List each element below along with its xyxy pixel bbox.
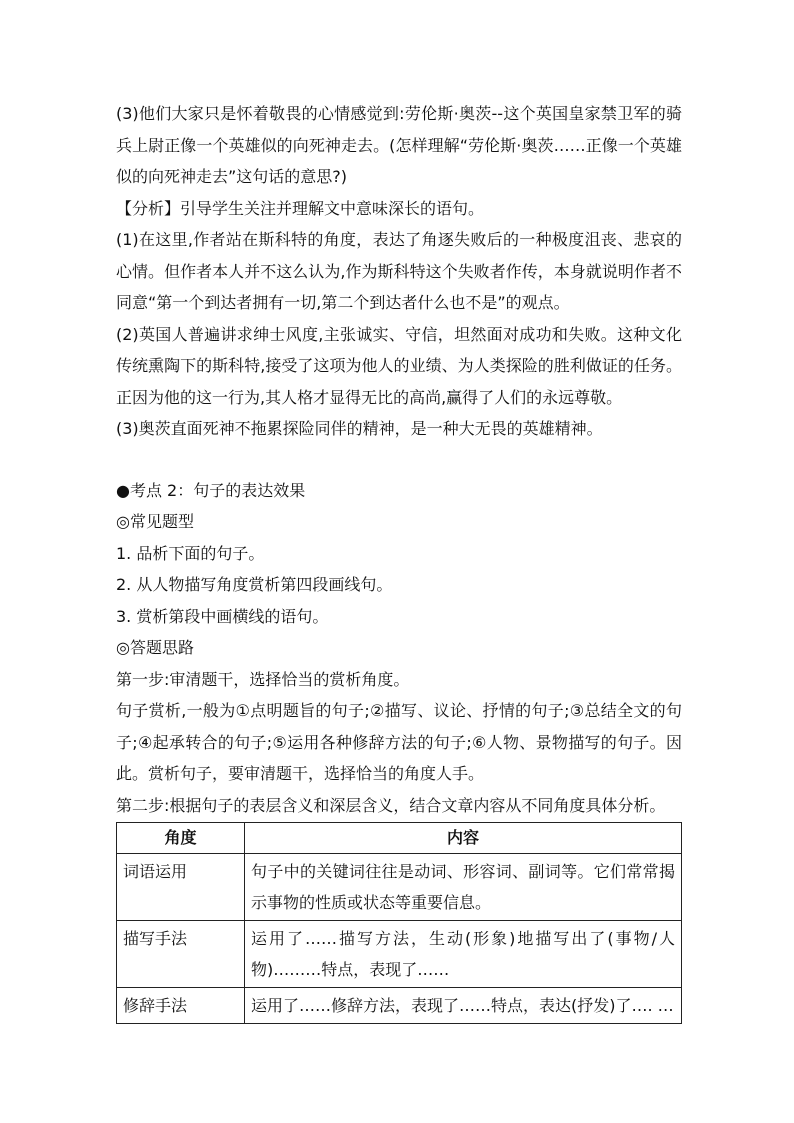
- paragraph-analysis-heading: 【分析】引导学生关注并理解文中意味深长的语句。: [116, 198, 485, 218]
- document-body: [116, 98, 682, 1024]
- table-row: [117, 988, 682, 1024]
- step-2: 第二步:根据句子的表层含义和深层含义，结合文章内容从不同角度具体分析。: [116, 795, 666, 815]
- paragraph-analysis-3: (3)奥茨直面死神不拖累探险同伴的精神，是一种大无畏的英雄精神。: [116, 419, 603, 438]
- paragraph-question-3: (3)他们大家只是怀着敬畏的心情感觉到:劳伦斯·奥茨--这个英国皇家禁卫军的骑兵上尉正像一个英雄似的向死神走去。(怎样理解“劳伦斯·奥茨……正像一个英雄似的向死神走去”这句话的意思?): [116, 104, 682, 186]
- table-cell-angle: 修辞手法: [117, 988, 245, 1024]
- table-header-angle: 角度: [117, 823, 245, 854]
- section-gap: [116, 445, 682, 475]
- table-cell-content: 运用了……描写方法，生动(形象)地描写出了(事物/人物)………特点，表现了……: [245, 921, 682, 988]
- step-1: 第一步:审清题干，选择恰当的赏析角度。: [116, 669, 410, 689]
- table-header-content: 内容: [245, 823, 682, 854]
- analysis-angle-table: [116, 822, 682, 1024]
- table-cell-content: 句子中的关键词往往是动词、形容词、副词等。它们常常揭示事物的性质或状态等重要信息。: [245, 854, 682, 921]
- table-cell-content: 运用了……修辞方法，表现了……特点，表达(抒发)了…. …: [245, 988, 682, 1024]
- table-cell-angle: 词语运用: [117, 854, 245, 921]
- question-type-1: 1. 品析下面的句子。: [116, 543, 265, 563]
- section-heading-kaodian-2: ●考点 2：句子的表达效果: [116, 480, 306, 500]
- sentence-analysis-types: 句子赏析,一般为①点明题旨的句子;②描写、议论、抒情的句子;③总结全文的句子;④起承转合的句子;⑤运用各种修辞方法的句子;⑥人物、景物描写的句子。因此。赏析句子，要审清题干，选择恰当的角度人手。: [116, 701, 682, 783]
- subheading-common-question-types: ◎常见题型: [116, 512, 194, 531]
- paragraph-analysis-1: (1)在这里,作者站在斯科特的角度，表达了角逐失败后的一种极度沮丧、悲哀的心情。但作者本人并不这么认为,作为斯科特这个失败者作传，本身就说明作者不同意“第一个到达者拥有一切,第二个到达者什么也不是”的观点。: [116, 230, 682, 312]
- table-cell-angle: 描写手法: [117, 921, 245, 988]
- table-header-row: [117, 823, 682, 854]
- paragraph-analysis-2: (2)英国人普遍讲求绅士风度,主张诚实、守信，坦然面对成功和失败。这种文化传统熏陶下的斯科特,接受了这项为他人的业绩、为人类探险的胜利做证的任务。正因为他的这一行为,其人格才显得无比的高尚,赢得了人们的永远尊敬。: [116, 324, 682, 407]
- table-row: [117, 921, 682, 988]
- question-type-2: 2. 从人物描写角度赏析第四段画线句。: [116, 575, 393, 594]
- subheading-answer-approach: ◎答题思路: [116, 638, 194, 657]
- question-type-3: 3. 赏析第段中画横线的语句。: [116, 606, 329, 626]
- table-row: [117, 854, 682, 921]
